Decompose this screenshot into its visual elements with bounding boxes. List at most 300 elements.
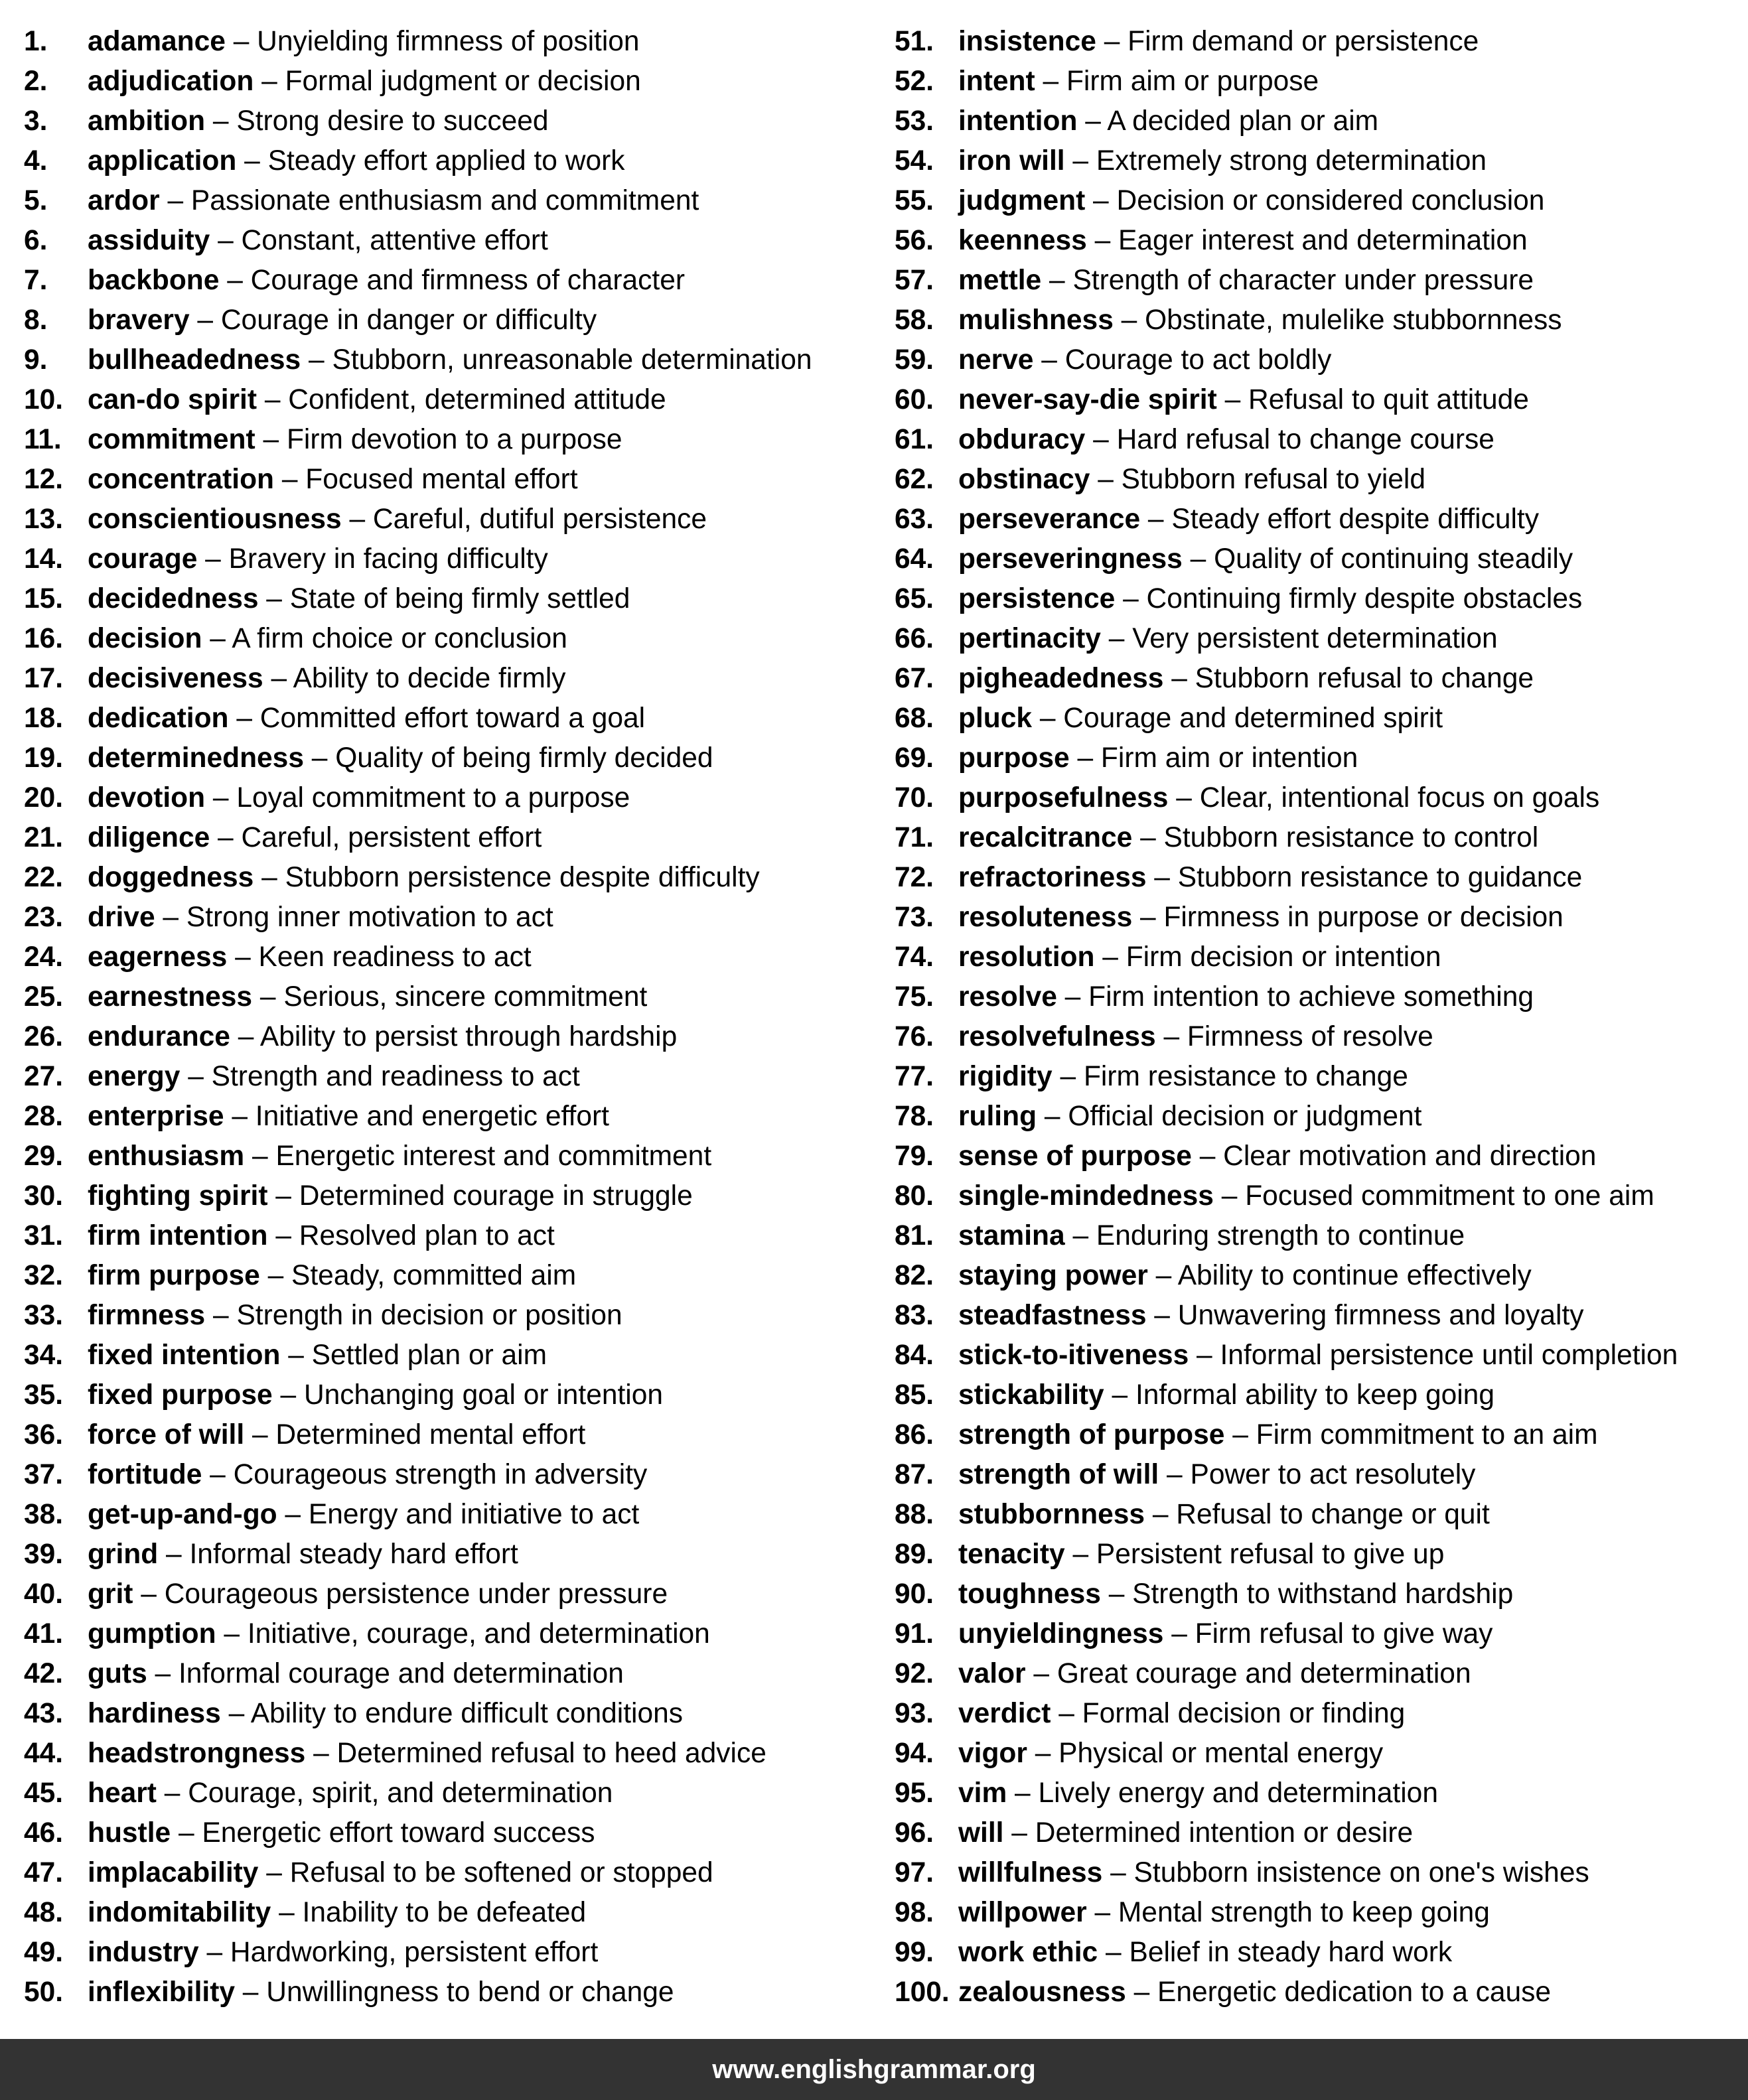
- entry-separator: –: [218, 822, 234, 853]
- entry-separator: –: [1121, 305, 1137, 336]
- entry-text: [88, 1216, 555, 1256]
- entry-definition: Stubborn insistence on one's wishes: [1133, 1857, 1589, 1888]
- entry-text: [958, 500, 1539, 539]
- entry-text: [88, 1455, 647, 1495]
- entry-text: [88, 1375, 663, 1415]
- entry-word: courage: [88, 543, 198, 575]
- entry-separator: –: [166, 1539, 182, 1570]
- entry-number: 34.: [24, 1340, 64, 1371]
- entry-definition: Courage to act boldly: [1064, 344, 1332, 376]
- entry-text: [88, 619, 567, 659]
- entry-number: 6.: [24, 225, 48, 256]
- entry-number: 66.: [895, 623, 934, 654]
- list-item: [24, 1017, 860, 1057]
- entry-word: work ethic: [958, 1937, 1098, 1968]
- entry-separator: –: [210, 623, 226, 654]
- entry-word: bullheadedness: [88, 344, 301, 376]
- entry-word: fixed purpose: [88, 1379, 273, 1411]
- entry-definition: Stubborn, unreasonable determination: [332, 344, 812, 376]
- entry-text: [958, 1853, 1589, 1893]
- entry-word: judgment: [958, 185, 1086, 216]
- entry-definition: State of being firmly settled: [289, 583, 630, 614]
- entry-text: [88, 1176, 693, 1216]
- entry-word: purposefulness: [958, 782, 1169, 813]
- entry-word: persistence: [958, 583, 1116, 614]
- entry-word: mettle: [958, 265, 1042, 296]
- entry-text: [958, 102, 1378, 141]
- entry-word: headstrongness: [88, 1738, 306, 1769]
- entry-word: determinedness: [88, 742, 304, 774]
- entry-definition: Committed effort toward a goal: [259, 703, 646, 734]
- list-item: [895, 619, 1744, 659]
- entry-definition: Steady effort applied to work: [267, 145, 625, 176]
- entry-definition: Courageous strength in adversity: [233, 1459, 648, 1490]
- entry-number: 17.: [24, 663, 64, 694]
- entry-text: [88, 858, 760, 898]
- entry-definition: Clear motivation and direction: [1223, 1141, 1597, 1172]
- entry-word: force of will: [88, 1419, 245, 1450]
- entry-text: [958, 460, 1425, 500]
- entry-number: 91.: [895, 1618, 934, 1649]
- list-item: [24, 738, 860, 778]
- entry-definition: Firm intention to achieve something: [1088, 981, 1534, 1013]
- list-item: [24, 579, 860, 619]
- list-item: [895, 1216, 1744, 1256]
- entry-number: 99.: [895, 1937, 934, 1968]
- entry-word: inflexibility: [88, 1977, 235, 2008]
- entry-definition: Strength in decision or position: [236, 1300, 622, 1331]
- entry-text: [958, 579, 1582, 619]
- entry-number: 97.: [895, 1857, 934, 1888]
- entry-number: 59.: [895, 344, 934, 376]
- entry-number: 43.: [24, 1698, 64, 1729]
- entry-word: eagerness: [88, 942, 228, 973]
- entry-text: [958, 1535, 1444, 1575]
- entry-definition: Firm refusal to give way: [1195, 1618, 1493, 1649]
- list-item: [895, 1375, 1744, 1415]
- entry-number: 47.: [24, 1857, 64, 1888]
- entry-number: 60.: [895, 384, 934, 415]
- list-item: [895, 340, 1744, 380]
- list-item: [895, 1694, 1744, 1734]
- entry-word: fortitude: [88, 1459, 202, 1490]
- list-item: [895, 62, 1744, 102]
- entry-word: decision: [88, 623, 202, 654]
- entry-separator: –: [206, 1937, 223, 1968]
- entry-word: concentration: [88, 464, 275, 495]
- entry-number: 27.: [24, 1061, 64, 1092]
- entry-separator: –: [259, 981, 276, 1013]
- entry-definition: Firm resistance to change: [1083, 1061, 1408, 1092]
- entry-definition: Courage in danger or difficulty: [220, 305, 597, 336]
- entry-separator: –: [1221, 1180, 1238, 1212]
- entry-text: [88, 1893, 586, 1933]
- entry-number: 48.: [24, 1897, 64, 1928]
- entry-definition: Energy and initiative to act: [308, 1499, 640, 1530]
- list-item: [895, 1774, 1744, 1813]
- entry-number: 90.: [895, 1578, 934, 1610]
- entry-word: hustle: [88, 1817, 171, 1849]
- entry-definition: Strong inner motivation to act: [186, 902, 553, 933]
- list-item: [24, 1097, 860, 1137]
- list-item: [24, 1774, 860, 1813]
- list-item: [24, 1893, 860, 1933]
- entry-definition: Ability to decide firmly: [293, 663, 566, 694]
- entry-separator: –: [1077, 742, 1094, 774]
- entry-separator: –: [1224, 384, 1241, 415]
- entry-text: [88, 500, 707, 539]
- list-item: [24, 858, 860, 898]
- list-item: [895, 301, 1744, 340]
- entry-word: ardor: [88, 185, 160, 216]
- entry-definition: Informal persistence until completion: [1220, 1340, 1678, 1371]
- entry-word: obduracy: [958, 424, 1086, 455]
- entry-number: 20.: [24, 782, 64, 813]
- entry-word: application: [88, 145, 237, 176]
- entry-word: commitment: [88, 424, 255, 455]
- entry-text: [958, 1455, 1475, 1495]
- entry-number: 38.: [24, 1499, 64, 1530]
- entry-definition: Keen readiness to act: [258, 942, 532, 973]
- entry-text: [958, 1415, 1597, 1455]
- entry-word: get-up-and-go: [88, 1499, 277, 1530]
- list-item: [24, 1654, 860, 1694]
- entry-definition: Confident, determined attitude: [288, 384, 666, 415]
- entry-number: 85.: [895, 1379, 934, 1411]
- list-item: [24, 22, 860, 62]
- entry-separator: –: [1152, 1499, 1169, 1530]
- entry-word: purpose: [958, 742, 1070, 774]
- entry-definition: Unyielding firmness of position: [257, 26, 640, 57]
- entry-text: [88, 380, 666, 420]
- entry-definition: Quality of being firmly decided: [335, 742, 713, 774]
- entry-number: 25.: [24, 981, 64, 1013]
- entry-separator: –: [266, 583, 282, 614]
- entry-text: [88, 898, 553, 938]
- entry-word: heart: [88, 1778, 157, 1809]
- entry-separator: –: [1190, 543, 1206, 575]
- entry-number: 87.: [895, 1459, 934, 1490]
- entry-number: 86.: [895, 1419, 934, 1450]
- entry-number: 69.: [895, 742, 934, 774]
- entry-number: 92.: [895, 1658, 934, 1689]
- entry-text: [88, 420, 622, 460]
- entry-word: doggedness: [88, 862, 254, 893]
- entry-definition: Firmness of resolve: [1187, 1021, 1433, 1052]
- entry-separator: –: [1110, 1857, 1126, 1888]
- entry-number: 8.: [24, 305, 48, 336]
- entry-text: [958, 1336, 1678, 1375]
- entry-separator: –: [1064, 981, 1081, 1013]
- entry-definition: Informal steady hard effort: [189, 1539, 518, 1570]
- entry-separator: –: [1112, 1379, 1128, 1411]
- entry-separator: –: [1123, 583, 1139, 614]
- entry-separator: –: [163, 902, 179, 933]
- entry-text: [958, 738, 1358, 778]
- entry-separator: –: [244, 145, 260, 176]
- entry-text: [958, 778, 1599, 818]
- entry-separator: –: [167, 185, 184, 216]
- entry-text: [88, 102, 548, 141]
- entry-definition: Firm aim or purpose: [1066, 66, 1319, 97]
- entry-definition: Very persistent determination: [1132, 623, 1498, 654]
- entry-text: [88, 340, 812, 380]
- entry-text: [958, 380, 1529, 420]
- entry-number: 3.: [24, 105, 48, 137]
- list-item: [895, 539, 1744, 579]
- entry-definition: Enduring strength to continue: [1096, 1220, 1465, 1251]
- entry-number: 39.: [24, 1539, 64, 1570]
- list-item: [24, 1694, 860, 1734]
- entry-definition: Determined refusal to heed advice: [336, 1738, 766, 1769]
- entry-number: 61.: [895, 424, 934, 455]
- list-item: [895, 778, 1744, 818]
- entry-definition: Unwavering firmness and loyalty: [1177, 1300, 1584, 1331]
- entry-separator: –: [242, 1977, 259, 2008]
- entry-separator: –: [311, 742, 328, 774]
- entry-number: 52.: [895, 66, 934, 97]
- entry-definition: Stubborn persistence despite difficulty: [285, 862, 760, 893]
- list-item: [24, 1575, 860, 1614]
- entry-number: 31.: [24, 1220, 64, 1251]
- list-item: [24, 1216, 860, 1256]
- entry-word: resolvefulness: [958, 1021, 1156, 1052]
- entry-text: [88, 738, 713, 778]
- entry-number: 19.: [24, 742, 64, 774]
- entry-definition: Ability to persist through hardship: [259, 1021, 678, 1052]
- entry-word: adamance: [88, 26, 226, 57]
- list-item: [24, 62, 860, 102]
- list-item: [24, 181, 860, 221]
- entry-separator: –: [279, 1897, 295, 1928]
- entry-word: pertinacity: [958, 623, 1101, 654]
- list-item: [895, 1097, 1744, 1137]
- entry-text: [958, 1933, 1452, 1973]
- entry-separator: –: [261, 862, 277, 893]
- entry-definition: Focused commitment to one aim: [1245, 1180, 1654, 1212]
- entry-separator: –: [205, 543, 221, 575]
- entry-number: 96.: [895, 1817, 934, 1849]
- entry-text: [958, 340, 1331, 380]
- entry-number: 54.: [895, 145, 934, 176]
- entry-word: mulishness: [958, 305, 1114, 336]
- entry-definition: Strong desire to succeed: [236, 105, 549, 137]
- entry-number: 11.: [24, 424, 62, 455]
- list-item: [895, 1654, 1744, 1694]
- entry-text: [88, 778, 630, 818]
- entry-separator: –: [349, 504, 366, 535]
- entry-definition: Quality of continuing steadily: [1214, 543, 1573, 575]
- list-item: [24, 380, 860, 420]
- word-list-left-column: [24, 22, 860, 2012]
- entry-separator: –: [1041, 344, 1057, 376]
- entry-separator: –: [235, 942, 251, 973]
- entry-definition: Firm demand or persistence: [1128, 26, 1479, 57]
- entry-word: implacability: [88, 1857, 259, 1888]
- entry-word: grind: [88, 1539, 159, 1570]
- entry-definition: A decided plan or aim: [1107, 105, 1379, 137]
- entry-number: 12.: [24, 464, 64, 495]
- entry-separator: –: [275, 1220, 291, 1251]
- list-item: [24, 261, 860, 301]
- entry-number: 89.: [895, 1539, 934, 1570]
- entry-number: 68.: [895, 703, 934, 734]
- entry-word: refractoriness: [958, 862, 1147, 893]
- entry-definition: Bravery in facing difficulty: [228, 543, 548, 575]
- entry-text: [88, 1057, 580, 1097]
- entry-text: [958, 1137, 1596, 1176]
- entry-separator: –: [313, 1738, 329, 1769]
- entry-separator: –: [263, 424, 279, 455]
- entry-separator: –: [1102, 942, 1118, 973]
- entry-separator: –: [280, 1379, 297, 1411]
- entry-text: [88, 1694, 683, 1734]
- entry-separator: –: [1093, 185, 1109, 216]
- entry-number: 9.: [24, 344, 48, 376]
- entry-text: [958, 858, 1582, 898]
- entry-word: endurance: [88, 1021, 230, 1052]
- entry-separator: –: [210, 1459, 226, 1490]
- list-item: [24, 818, 860, 858]
- entry-word: backbone: [88, 265, 220, 296]
- entry-separator: –: [1098, 464, 1114, 495]
- entry-text: [958, 1176, 1654, 1216]
- entry-definition: Strength to withstand hardship: [1132, 1578, 1514, 1610]
- entry-number: 44.: [24, 1738, 64, 1769]
- list-item: [895, 898, 1744, 938]
- entry-number: 16.: [24, 623, 64, 654]
- entry-word: devotion: [88, 782, 206, 813]
- entry-text: [958, 1256, 1532, 1296]
- entry-definition: Official decision or judgment: [1068, 1101, 1422, 1132]
- list-item: [24, 659, 860, 699]
- list-item: [895, 1575, 1744, 1614]
- list-item: [895, 977, 1744, 1017]
- entry-text: [88, 1774, 613, 1813]
- entry-number: 98.: [895, 1897, 934, 1928]
- entry-separator: –: [281, 464, 298, 495]
- entry-separator: –: [252, 1419, 268, 1450]
- list-item: [24, 1455, 860, 1495]
- list-item: [895, 579, 1744, 619]
- entry-number: 7.: [24, 265, 48, 296]
- entry-text: [88, 1017, 677, 1057]
- entry-text: [958, 619, 1498, 659]
- list-item: [895, 261, 1744, 301]
- entry-word: staying power: [958, 1260, 1148, 1291]
- entry-definition: Passionate enthusiasm and commitment: [190, 185, 699, 216]
- entry-number: 64.: [895, 543, 934, 575]
- entry-word: firm purpose: [88, 1260, 260, 1291]
- list-item: [24, 340, 860, 380]
- entry-definition: Belief in steady hard work: [1129, 1937, 1453, 1968]
- list-item: [24, 102, 860, 141]
- entry-number: 21.: [24, 822, 64, 853]
- entry-number: 41.: [24, 1618, 64, 1649]
- list-item: [24, 500, 860, 539]
- entry-separator: –: [309, 344, 325, 376]
- entry-number: 94.: [895, 1738, 934, 1769]
- entry-word: verdict: [958, 1698, 1051, 1729]
- entry-text: [958, 22, 1479, 62]
- entry-separator: –: [1043, 66, 1059, 97]
- entry-text: [958, 1057, 1408, 1097]
- list-item: [895, 102, 1744, 141]
- entry-separator: –: [212, 782, 229, 813]
- entry-text: [958, 301, 1562, 340]
- entry-number: 49.: [24, 1937, 64, 1968]
- entry-number: 100.: [895, 1977, 950, 2008]
- entry-separator: –: [1044, 1101, 1060, 1132]
- entry-definition: Focused mental effort: [305, 464, 578, 495]
- list-item: [895, 659, 1744, 699]
- entry-number: 42.: [24, 1658, 64, 1689]
- entry-text: [958, 1654, 1471, 1694]
- entry-number: 67.: [895, 663, 934, 694]
- entry-definition: Stubborn refusal to yield: [1121, 464, 1425, 495]
- entry-text: [958, 62, 1319, 102]
- list-item: [895, 1933, 1744, 1973]
- list-item: [24, 1973, 860, 2012]
- entry-definition: Energetic effort toward success: [202, 1817, 595, 1849]
- entry-definition: Resolved plan to act: [299, 1220, 555, 1251]
- entry-separator: –: [1104, 26, 1120, 57]
- entry-word: will: [958, 1817, 1004, 1849]
- list-item: [895, 1893, 1744, 1933]
- entry-word: enterprise: [88, 1101, 224, 1132]
- entry-separator: –: [252, 1141, 268, 1172]
- entry-text: [958, 539, 1573, 579]
- list-item: [24, 301, 860, 340]
- entry-number: 14.: [24, 543, 64, 575]
- list-item: [24, 1853, 860, 1893]
- entry-text: [88, 1296, 622, 1336]
- entry-number: 26.: [24, 1021, 64, 1052]
- entry-text: [88, 1853, 713, 1893]
- entry-definition: Formal judgment or decision: [285, 66, 641, 97]
- entry-number: 93.: [895, 1698, 934, 1729]
- entry-separator: –: [155, 1658, 171, 1689]
- entry-word: energy: [88, 1061, 181, 1092]
- footer-website-link[interactable]: www.englishgrammar.org: [712, 2055, 1036, 2084]
- entry-word: guts: [88, 1658, 147, 1689]
- entry-word: steadfastness: [958, 1300, 1147, 1331]
- entry-definition: Courage and firmness of character: [250, 265, 686, 296]
- list-item: [895, 1973, 1744, 2012]
- entry-word: stamina: [958, 1220, 1065, 1251]
- entry-text: [958, 977, 1534, 1017]
- entry-definition: Extremely strong determination: [1096, 145, 1487, 176]
- entry-separator: –: [1232, 1419, 1248, 1450]
- entry-text: [958, 1694, 1405, 1734]
- entry-text: [958, 1575, 1513, 1614]
- entry-text: [88, 1415, 585, 1455]
- entry-number: 72.: [895, 862, 934, 893]
- entry-definition: Physical or mental energy: [1058, 1738, 1384, 1769]
- entry-number: 70.: [895, 782, 934, 813]
- entry-separator: –: [1108, 1578, 1125, 1610]
- entry-separator: –: [1072, 145, 1089, 176]
- entry-number: 88.: [895, 1499, 934, 1530]
- list-item: [895, 738, 1744, 778]
- list-item: [24, 1734, 860, 1774]
- entry-word: indomitability: [88, 1897, 271, 1928]
- entry-definition: Courageous persistence under pressure: [164, 1578, 668, 1610]
- entry-number: 56.: [895, 225, 934, 256]
- entry-word: willpower: [958, 1897, 1087, 1928]
- entry-separator: –: [1060, 1061, 1076, 1092]
- entry-number: 23.: [24, 902, 64, 933]
